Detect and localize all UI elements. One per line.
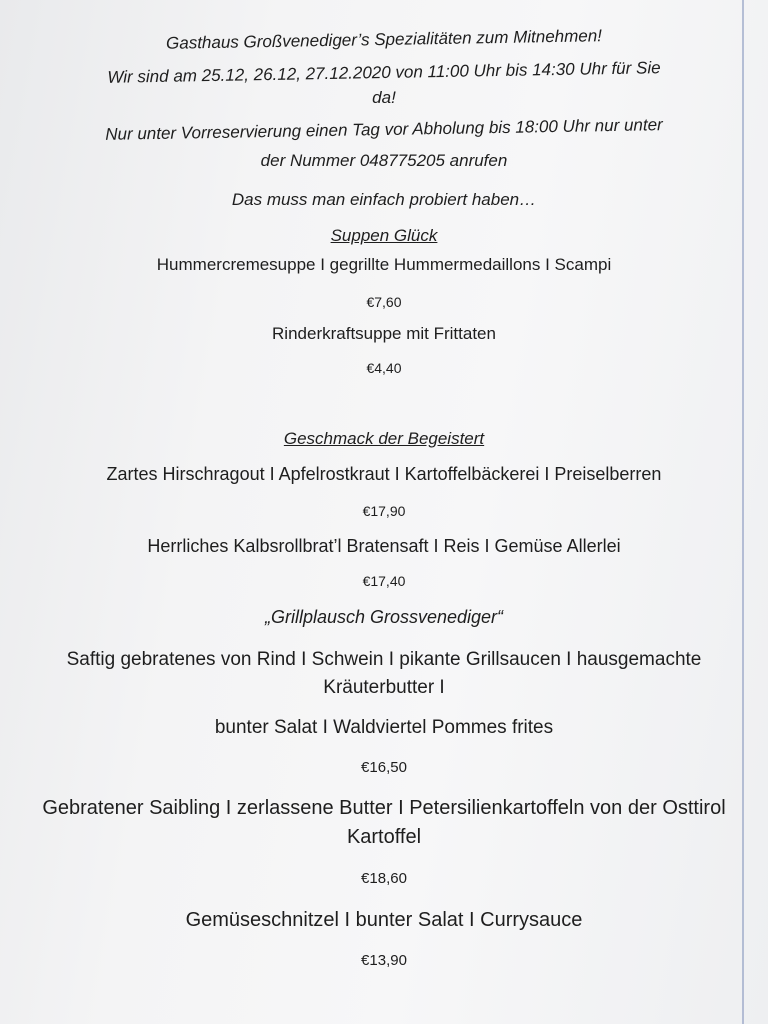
tagline: Das muss man einfach probiert haben… <box>231 190 537 209</box>
menu-item-name: Saftig gebratenes von Rind I Schwein I pikante Grillsaucen I hausgemachte <box>66 649 702 670</box>
section-title: „Grillplausch Grossvenediger“ <box>264 607 504 627</box>
menu-item-name-cont: bunter Salat I Waldviertel Pommes frites <box>214 717 554 738</box>
menu-item-price: €4,40 <box>366 360 402 376</box>
menu-item-name: Gemüseschnitzel I bunter Salat I Currysauce <box>185 909 583 931</box>
menu-item-name-cont: Kräuterbutter I <box>323 677 445 698</box>
menu-item-name: Gebratener Saibling I zerlassene Butter I Petersilienkartoffeln von der Osttirol <box>42 797 726 819</box>
menu-item-name: Zartes Hirschragout I Apfelrostkraut I Kartoffelbäckerei I Preiselberren <box>106 464 662 484</box>
menu-item-price: €16,50 <box>361 759 407 776</box>
section-title: Geschmack der Begeistert <box>283 429 485 448</box>
reservation-phone: der Nummer 048775205 anrufen <box>260 151 508 170</box>
menu-item-price: €18,60 <box>361 870 407 887</box>
menu-item-price: €17,40 <box>362 573 406 589</box>
menu-item-name: Rinderkraftsuppe mit Frittaten <box>272 324 496 343</box>
menu-item-price: €7,60 <box>366 294 402 310</box>
menu-item-price: €13,90 <box>361 952 407 969</box>
opening-dates: Wir sind am 25.12, 26.12, 27.12.2020 von 11:00 Uhr bis 14:30 Uhr für Sie <box>107 58 661 87</box>
section-title: Suppen Glück <box>330 226 438 245</box>
menu-item-name: Hummercremesuppe I gegrillte Hummermedaillons I Scampi <box>156 255 612 274</box>
reservation-note: Nur unter Vorreservierung einen Tag vor Abholung bis 18:00 Uhr nur unter <box>105 115 663 144</box>
menu-item-name-cont: Kartoffel <box>346 826 422 848</box>
menu-item-name: Herrliches Kalbsrollbrat’l Bratensaft I Reis I Gemüse Allerlei <box>147 536 621 556</box>
opening-dates-cont: da! <box>372 88 396 107</box>
menu-title: Gasthaus Großvenediger’s Spezialitäten zum Mitnehmen! <box>165 26 603 53</box>
menu-item-price: €17,90 <box>362 503 406 519</box>
